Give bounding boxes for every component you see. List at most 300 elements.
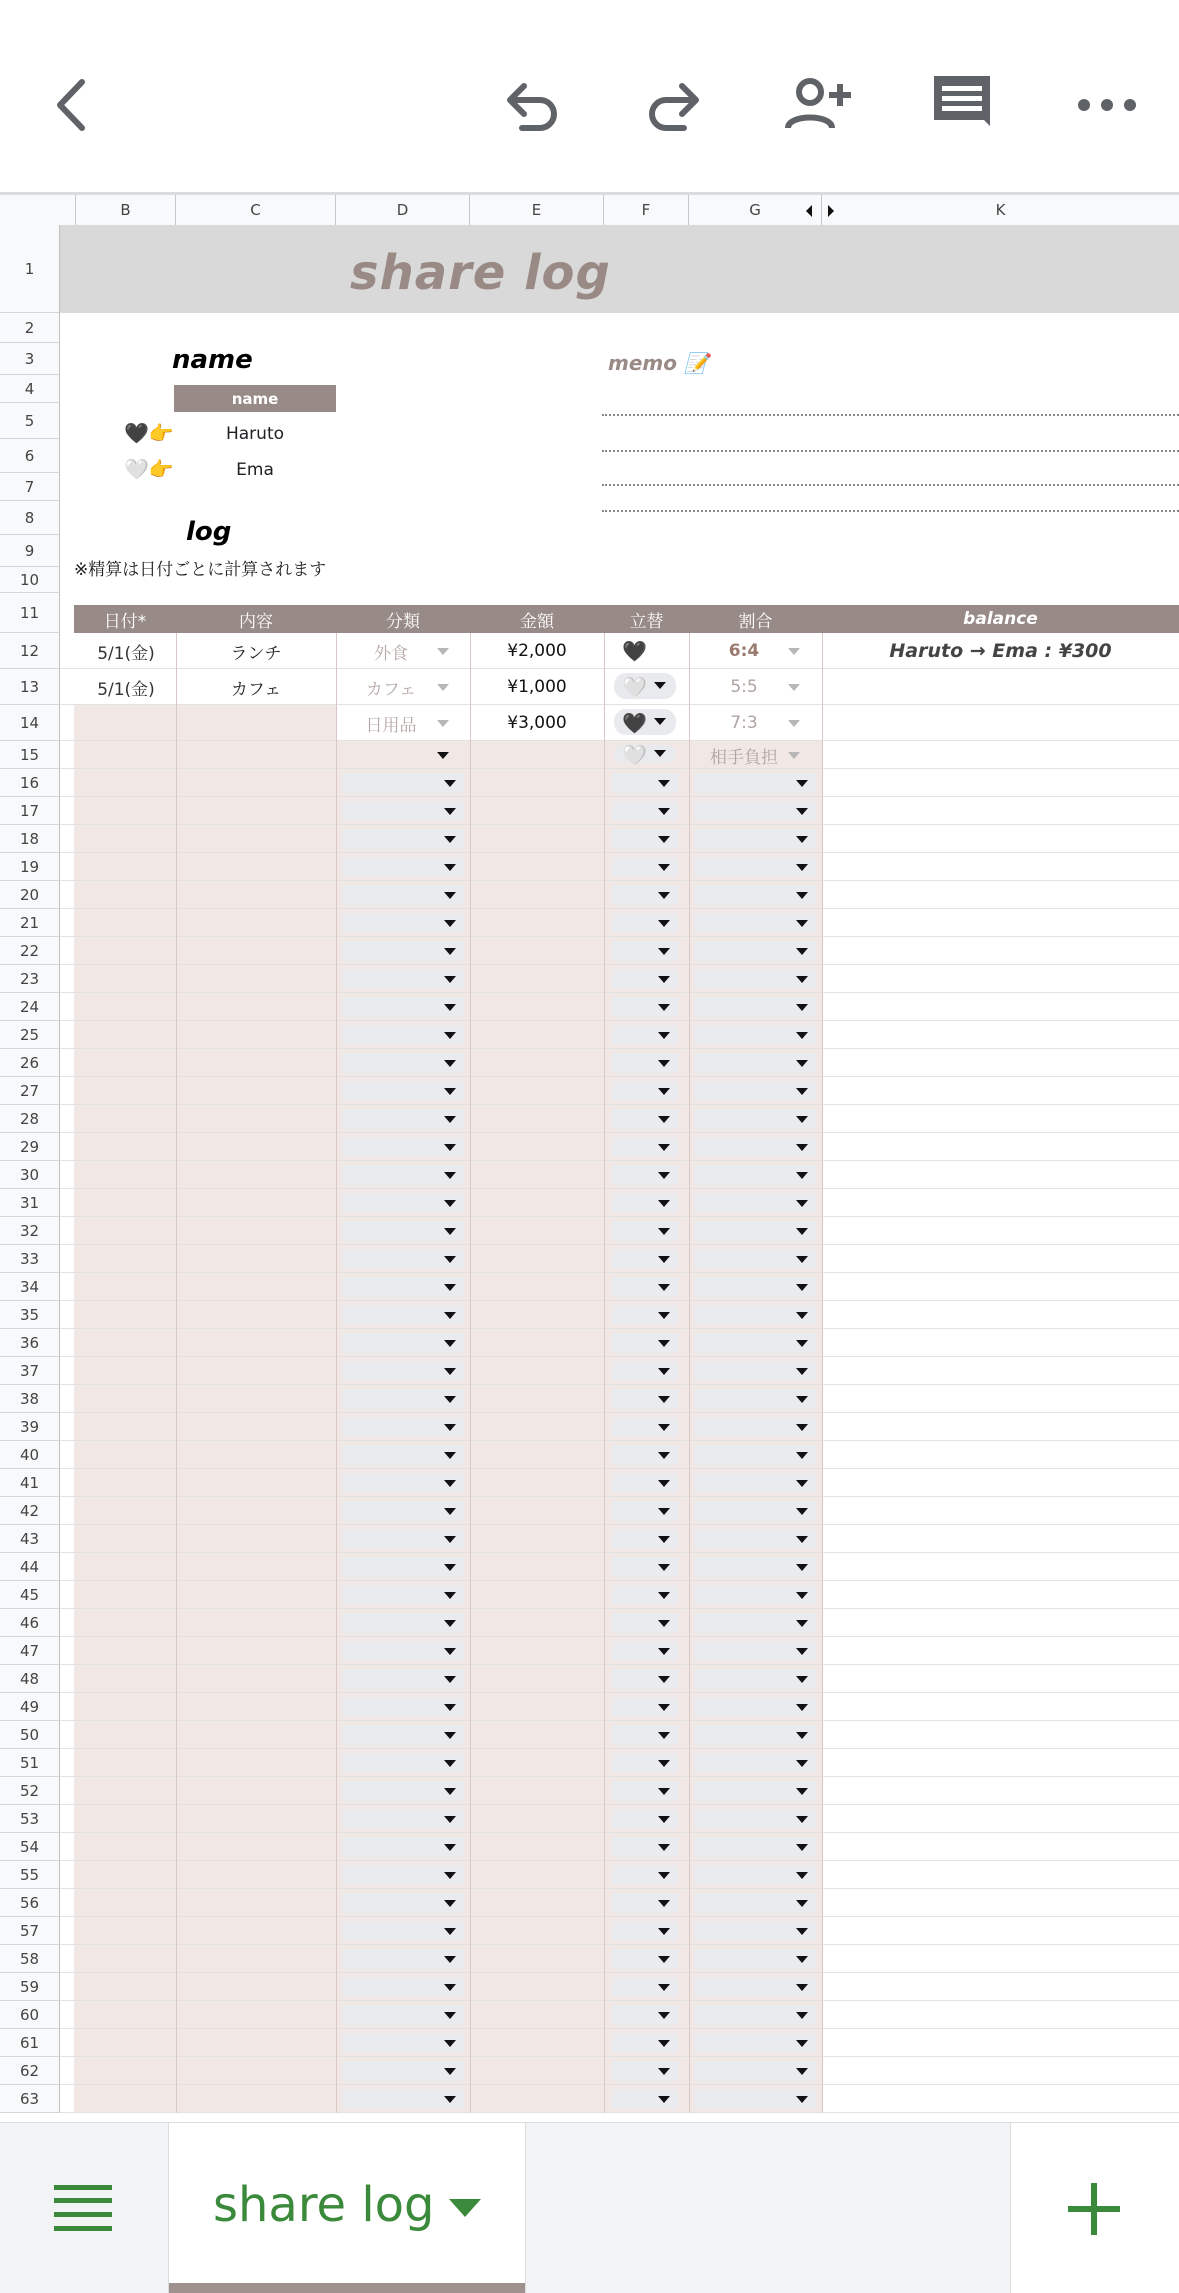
category-cell[interactable]: 日用品 xyxy=(365,715,417,736)
empty-cell[interactable] xyxy=(74,1861,336,1889)
date-cell[interactable] xyxy=(76,741,176,769)
dropdown-arrow-icon[interactable] xyxy=(658,1592,670,1599)
dropdown-arrow-icon[interactable] xyxy=(444,1396,456,1403)
empty-cell[interactable] xyxy=(74,1721,336,1749)
column-header-e[interactable]: E xyxy=(470,195,604,225)
empty-cell[interactable] xyxy=(74,1693,336,1721)
category-dropdown-arrow-icon[interactable] xyxy=(437,720,449,727)
row-header[interactable]: 62 xyxy=(0,2057,60,2085)
dropdown-arrow-icon[interactable] xyxy=(796,1256,808,1263)
row-header[interactable]: 23 xyxy=(0,965,60,993)
dropdown-arrow-icon[interactable] xyxy=(658,920,670,927)
empty-cell[interactable] xyxy=(74,1161,336,1189)
dropdown-arrow-icon[interactable] xyxy=(444,1144,456,1151)
empty-cell[interactable] xyxy=(74,1385,336,1413)
empty-cell[interactable] xyxy=(74,1077,336,1105)
dropdown-arrow-icon[interactable] xyxy=(796,1116,808,1123)
payer-dropdown-arrow-icon[interactable] xyxy=(654,718,666,725)
ratio-dropdown-arrow-icon[interactable] xyxy=(788,720,800,727)
dropdown-arrow-icon[interactable] xyxy=(444,2040,456,2047)
dropdown-arrow-icon[interactable] xyxy=(796,1564,808,1571)
dropdown-arrow-icon[interactable] xyxy=(796,1396,808,1403)
row-header[interactable]: 13 xyxy=(0,669,60,705)
dropdown-arrow-icon[interactable] xyxy=(658,2012,670,2019)
column-header-c[interactable]: C xyxy=(176,195,336,225)
dropdown-arrow-icon[interactable] xyxy=(444,1620,456,1627)
dropdown-arrow-icon[interactable] xyxy=(796,1984,808,1991)
dropdown-arrow-icon[interactable] xyxy=(796,1368,808,1375)
undo-button[interactable] xyxy=(496,70,566,140)
row-header[interactable]: 37 xyxy=(0,1357,60,1385)
row-header[interactable]: 59 xyxy=(0,1973,60,2001)
row-header[interactable]: 51 xyxy=(0,1749,60,1777)
empty-cell[interactable] xyxy=(74,1525,336,1553)
share-button[interactable] xyxy=(782,70,852,140)
dropdown-arrow-icon[interactable] xyxy=(658,2068,670,2075)
dropdown-arrow-icon[interactable] xyxy=(796,1200,808,1207)
amount-cell[interactable]: ¥1,000 xyxy=(507,677,567,697)
spreadsheet-grid[interactable] xyxy=(0,192,1179,2125)
dropdown-arrow-icon[interactable] xyxy=(658,1396,670,1403)
hidden-columns-right-arrow-icon[interactable] xyxy=(828,205,834,217)
row-header[interactable]: 33 xyxy=(0,1245,60,1273)
row-header[interactable]: 45 xyxy=(0,1581,60,1609)
back-button[interactable] xyxy=(38,70,108,140)
dropdown-arrow-icon[interactable] xyxy=(796,1312,808,1319)
dropdown-arrow-icon[interactable] xyxy=(444,1732,456,1739)
empty-cell[interactable] xyxy=(74,1441,336,1469)
row-header[interactable]: 8 xyxy=(0,501,60,535)
comment-button[interactable] xyxy=(928,70,998,140)
row-header[interactable]: 22 xyxy=(0,937,60,965)
dropdown-arrow-icon[interactable] xyxy=(796,1060,808,1067)
row-header[interactable]: 38 xyxy=(0,1385,60,1413)
empty-cell[interactable] xyxy=(74,1329,336,1357)
empty-cell[interactable] xyxy=(74,965,336,993)
row-header[interactable]: 42 xyxy=(0,1497,60,1525)
dropdown-arrow-icon[interactable] xyxy=(658,1424,670,1431)
empty-cell[interactable] xyxy=(74,1945,336,1973)
column-header-g[interactable]: G xyxy=(689,195,822,225)
dropdown-arrow-icon[interactable] xyxy=(658,1312,670,1319)
dropdown-arrow-icon[interactable] xyxy=(444,1648,456,1655)
empty-cell[interactable] xyxy=(74,1469,336,1497)
dropdown-arrow-icon[interactable] xyxy=(796,1760,808,1767)
column-header-f[interactable]: F xyxy=(604,195,689,225)
row-header[interactable]: 63 xyxy=(0,2085,60,2113)
row-header[interactable]: 14 xyxy=(0,705,60,741)
dropdown-arrow-icon[interactable] xyxy=(796,1648,808,1655)
empty-cell[interactable] xyxy=(74,1637,336,1665)
dropdown-arrow-icon[interactable] xyxy=(796,1172,808,1179)
dropdown-arrow-icon[interactable] xyxy=(658,1340,670,1347)
category-dropdown-arrow-icon[interactable] xyxy=(437,648,449,655)
empty-cell[interactable] xyxy=(74,797,336,825)
dropdown-arrow-icon[interactable] xyxy=(796,1620,808,1627)
dropdown-arrow-icon[interactable] xyxy=(796,1480,808,1487)
row-header[interactable]: 15 xyxy=(0,741,60,769)
payer-dropdown-arrow-icon[interactable] xyxy=(654,682,666,689)
column-header-d[interactable]: D xyxy=(336,195,470,225)
row-header[interactable]: 58 xyxy=(0,1945,60,1973)
add-sheet-button[interactable] xyxy=(1068,2183,1120,2235)
dropdown-arrow-icon[interactable] xyxy=(444,1704,456,1711)
dropdown-arrow-icon[interactable] xyxy=(796,780,808,787)
row-header[interactable]: 47 xyxy=(0,1637,60,1665)
row-header[interactable]: 18 xyxy=(0,825,60,853)
dropdown-arrow-icon[interactable] xyxy=(444,1312,456,1319)
dropdown-arrow-icon[interactable] xyxy=(658,1200,670,1207)
row-header[interactable]: 10 xyxy=(0,567,60,593)
empty-cell[interactable] xyxy=(74,1889,336,1917)
dropdown-arrow-icon[interactable] xyxy=(658,780,670,787)
empty-cell[interactable] xyxy=(74,2057,336,2085)
row-header[interactable]: 39 xyxy=(0,1413,60,1441)
tab-dropdown-icon[interactable] xyxy=(449,2199,481,2219)
category-cell[interactable] xyxy=(336,741,446,769)
dropdown-arrow-icon[interactable] xyxy=(658,1256,670,1263)
empty-cell[interactable] xyxy=(74,1273,336,1301)
row-header[interactable]: 32 xyxy=(0,1217,60,1245)
dropdown-arrow-icon[interactable] xyxy=(444,836,456,843)
category-cell[interactable]: カフェ xyxy=(365,679,417,700)
empty-cell[interactable] xyxy=(74,1301,336,1329)
dropdown-arrow-icon[interactable] xyxy=(658,1284,670,1291)
dropdown-arrow-icon[interactable] xyxy=(658,1032,670,1039)
ratio-dropdown-arrow-icon[interactable] xyxy=(788,648,800,655)
row-header[interactable]: 28 xyxy=(0,1105,60,1133)
dropdown-arrow-icon[interactable] xyxy=(796,2068,808,2075)
empty-cell[interactable] xyxy=(74,1917,336,1945)
dropdown-arrow-icon[interactable] xyxy=(658,864,670,871)
dropdown-arrow-icon[interactable] xyxy=(444,1564,456,1571)
black-heart-icon[interactable]: 🖤 xyxy=(622,639,647,663)
row-header[interactable]: 25 xyxy=(0,1021,60,1049)
person-name-1[interactable]: Haruto xyxy=(225,424,285,444)
category-cell[interactable]: 外食 xyxy=(374,643,408,664)
dropdown-arrow-icon[interactable] xyxy=(444,1900,456,1907)
dropdown-arrow-icon[interactable] xyxy=(658,1984,670,1991)
empty-cell[interactable] xyxy=(74,1245,336,1273)
empty-cell[interactable] xyxy=(74,1833,336,1861)
empty-cell[interactable] xyxy=(74,937,336,965)
dropdown-arrow-icon[interactable] xyxy=(444,1508,456,1515)
row-header[interactable]: 4 xyxy=(0,375,60,403)
dropdown-arrow-icon[interactable] xyxy=(444,1256,456,1263)
row-header[interactable]: 35 xyxy=(0,1301,60,1329)
row-header[interactable]: 17 xyxy=(0,797,60,825)
empty-cell[interactable] xyxy=(74,1105,336,1133)
dropdown-arrow-icon[interactable] xyxy=(444,1676,456,1683)
row-header[interactable]: 27 xyxy=(0,1077,60,1105)
empty-cell[interactable] xyxy=(74,2029,336,2057)
dropdown-arrow-icon[interactable] xyxy=(796,1508,808,1515)
dropdown-arrow-icon[interactable] xyxy=(444,1088,456,1095)
dropdown-arrow-icon[interactable] xyxy=(444,920,456,927)
ratio-dropdown-arrow-icon[interactable] xyxy=(788,752,800,759)
dropdown-arrow-icon[interactable] xyxy=(658,1872,670,1879)
content-cell[interactable] xyxy=(176,705,336,741)
corner-cell[interactable] xyxy=(0,195,76,225)
balance-result[interactable]: Haruto → Ema : ¥300 xyxy=(889,640,1112,662)
row-header[interactable]: 19 xyxy=(0,853,60,881)
empty-cell[interactable] xyxy=(74,769,336,797)
column-header-b[interactable]: B xyxy=(76,195,176,225)
row-header[interactable]: 48 xyxy=(0,1665,60,1693)
dropdown-arrow-icon[interactable] xyxy=(658,976,670,983)
dropdown-arrow-icon[interactable] xyxy=(658,836,670,843)
row-header[interactable]: 44 xyxy=(0,1553,60,1581)
dropdown-arrow-icon[interactable] xyxy=(444,1004,456,1011)
amount-cell[interactable]: ¥2,000 xyxy=(507,641,567,661)
dropdown-arrow-icon[interactable] xyxy=(658,1564,670,1571)
empty-cell[interactable] xyxy=(74,993,336,1021)
row-header[interactable]: 1 xyxy=(0,225,60,313)
dropdown-arrow-icon[interactable] xyxy=(796,2012,808,2019)
dropdown-arrow-icon[interactable] xyxy=(658,1900,670,1907)
dropdown-arrow-icon[interactable] xyxy=(444,976,456,983)
dropdown-arrow-icon[interactable] xyxy=(796,1676,808,1683)
amount-cell[interactable] xyxy=(470,741,604,769)
row-header[interactable]: 40 xyxy=(0,1441,60,1469)
empty-cell[interactable] xyxy=(74,1553,336,1581)
row-header[interactable]: 16 xyxy=(0,769,60,797)
row-header[interactable]: 50 xyxy=(0,1721,60,1749)
row-header[interactable]: 53 xyxy=(0,1805,60,1833)
dropdown-arrow-icon[interactable] xyxy=(658,1116,670,1123)
row-header[interactable]: 56 xyxy=(0,1889,60,1917)
dropdown-arrow-icon[interactable] xyxy=(796,1788,808,1795)
dropdown-arrow-icon[interactable] xyxy=(658,892,670,899)
empty-cell[interactable] xyxy=(74,909,336,937)
dropdown-arrow-icon[interactable] xyxy=(444,1480,456,1487)
dropdown-arrow-icon[interactable] xyxy=(658,1508,670,1515)
dropdown-arrow-icon[interactable] xyxy=(796,1144,808,1151)
row-header[interactable]: 61 xyxy=(0,2029,60,2057)
dropdown-arrow-icon[interactable] xyxy=(796,1004,808,1011)
dropdown-arrow-icon[interactable] xyxy=(796,836,808,843)
row-header[interactable]: 2 xyxy=(0,313,60,343)
empty-cell[interactable] xyxy=(74,1581,336,1609)
dropdown-arrow-icon[interactable] xyxy=(444,2096,456,2103)
row-header[interactable]: 55 xyxy=(0,1861,60,1889)
dropdown-arrow-icon[interactable] xyxy=(444,1368,456,1375)
dropdown-arrow-icon[interactable] xyxy=(444,1228,456,1235)
hidden-columns-left-arrow-icon[interactable] xyxy=(806,205,812,217)
dropdown-arrow-icon[interactable] xyxy=(658,1816,670,1823)
dropdown-arrow-icon[interactable] xyxy=(796,1424,808,1431)
dropdown-arrow-icon[interactable] xyxy=(444,1760,456,1767)
dropdown-arrow-icon[interactable] xyxy=(796,1704,808,1711)
dropdown-arrow-icon[interactable] xyxy=(796,1228,808,1235)
person-name-2[interactable]: Ema xyxy=(236,460,274,480)
row-header[interactable]: 49 xyxy=(0,1693,60,1721)
dropdown-arrow-icon[interactable] xyxy=(444,1200,456,1207)
date-cell[interactable]: 5/1(金) xyxy=(97,679,155,700)
empty-cell[interactable] xyxy=(74,1777,336,1805)
ratio-cell[interactable]: 相手負担 xyxy=(710,747,778,768)
row-header[interactable]: 24 xyxy=(0,993,60,1021)
empty-cell[interactable] xyxy=(74,1973,336,2001)
empty-cell[interactable] xyxy=(74,853,336,881)
dropdown-arrow-icon[interactable] xyxy=(444,1060,456,1067)
row-header[interactable]: 26 xyxy=(0,1049,60,1077)
row-header[interactable]: 7 xyxy=(0,473,60,501)
dropdown-arrow-icon[interactable] xyxy=(444,1116,456,1123)
dropdown-arrow-icon[interactable] xyxy=(658,1676,670,1683)
dropdown-arrow-icon[interactable] xyxy=(796,1844,808,1851)
empty-cell[interactable] xyxy=(74,1413,336,1441)
dropdown-arrow-icon[interactable] xyxy=(444,2068,456,2075)
empty-cell[interactable] xyxy=(74,1805,336,1833)
category-dropdown-arrow-icon[interactable] xyxy=(437,752,449,759)
dropdown-arrow-icon[interactable] xyxy=(796,1088,808,1095)
empty-cell[interactable] xyxy=(74,2001,336,2029)
ratio-cell[interactable]: 7:3 xyxy=(730,713,758,733)
dropdown-arrow-icon[interactable] xyxy=(658,1704,670,1711)
dropdown-arrow-icon[interactable] xyxy=(658,808,670,815)
row-header[interactable]: 3 xyxy=(0,343,60,375)
dropdown-arrow-icon[interactable] xyxy=(444,1284,456,1291)
dropdown-arrow-icon[interactable] xyxy=(796,948,808,955)
dropdown-arrow-icon[interactable] xyxy=(658,1060,670,1067)
empty-cell[interactable] xyxy=(74,1749,336,1777)
row-header[interactable]: 30 xyxy=(0,1161,60,1189)
empty-cell[interactable] xyxy=(74,1189,336,1217)
empty-cell[interactable] xyxy=(74,1133,336,1161)
dropdown-arrow-icon[interactable] xyxy=(796,2096,808,2103)
dropdown-arrow-icon[interactable] xyxy=(444,808,456,815)
dropdown-arrow-icon[interactable] xyxy=(444,1788,456,1795)
empty-cell[interactable] xyxy=(74,881,336,909)
row-header[interactable]: 5 xyxy=(0,403,60,439)
row-header[interactable]: 29 xyxy=(0,1133,60,1161)
empty-cell[interactable] xyxy=(74,1497,336,1525)
row-header[interactable]: 54 xyxy=(0,1833,60,1861)
row-header[interactable]: 21 xyxy=(0,909,60,937)
row-header[interactable]: 43 xyxy=(0,1525,60,1553)
dropdown-arrow-icon[interactable] xyxy=(658,1760,670,1767)
ratio-dropdown-arrow-icon[interactable] xyxy=(788,684,800,691)
dropdown-arrow-icon[interactable] xyxy=(444,1872,456,1879)
sheets-menu-button[interactable] xyxy=(54,2185,112,2231)
dropdown-arrow-icon[interactable] xyxy=(658,1172,670,1179)
dropdown-arrow-icon[interactable] xyxy=(444,1984,456,1991)
dropdown-arrow-icon[interactable] xyxy=(796,1284,808,1291)
dropdown-arrow-icon[interactable] xyxy=(796,1732,808,1739)
dropdown-arrow-icon[interactable] xyxy=(658,948,670,955)
dropdown-arrow-icon[interactable] xyxy=(796,1032,808,1039)
dropdown-arrow-icon[interactable] xyxy=(444,864,456,871)
dropdown-arrow-icon[interactable] xyxy=(658,1648,670,1655)
dropdown-arrow-icon[interactable] xyxy=(796,1956,808,1963)
dropdown-arrow-icon[interactable] xyxy=(796,2040,808,2047)
amount-cell[interactable]: ¥3,000 xyxy=(507,713,567,733)
row-header[interactable]: 6 xyxy=(0,439,60,473)
dropdown-arrow-icon[interactable] xyxy=(658,1732,670,1739)
dropdown-arrow-icon[interactable] xyxy=(444,1452,456,1459)
dropdown-arrow-icon[interactable] xyxy=(658,1928,670,1935)
dropdown-arrow-icon[interactable] xyxy=(444,2012,456,2019)
dropdown-arrow-icon[interactable] xyxy=(796,1592,808,1599)
redo-button[interactable] xyxy=(640,70,710,140)
dropdown-arrow-icon[interactable] xyxy=(796,976,808,983)
row-header[interactable]: 34 xyxy=(0,1273,60,1301)
dropdown-arrow-icon[interactable] xyxy=(444,1424,456,1431)
dropdown-arrow-icon[interactable] xyxy=(796,892,808,899)
content-cell[interactable]: ランチ xyxy=(230,643,282,664)
dropdown-arrow-icon[interactable] xyxy=(796,808,808,815)
dropdown-arrow-icon[interactable] xyxy=(658,1368,670,1375)
empty-cell[interactable] xyxy=(74,1021,336,1049)
row-header[interactable]: 46 xyxy=(0,1609,60,1637)
sheet-tab-share-log[interactable] xyxy=(168,2123,526,2293)
dropdown-arrow-icon[interactable] xyxy=(796,920,808,927)
dropdown-arrow-icon[interactable] xyxy=(444,1592,456,1599)
empty-cell[interactable] xyxy=(74,825,336,853)
dropdown-arrow-icon[interactable] xyxy=(658,1536,670,1543)
content-cell[interactable]: カフェ xyxy=(230,679,282,700)
dropdown-arrow-icon[interactable] xyxy=(444,780,456,787)
row-header[interactable]: 31 xyxy=(0,1189,60,1217)
dropdown-arrow-icon[interactable] xyxy=(796,1872,808,1879)
row-header[interactable]: 11 xyxy=(0,593,60,633)
dropdown-arrow-icon[interactable] xyxy=(444,1536,456,1543)
more-button[interactable] xyxy=(1072,70,1142,140)
content-cell[interactable] xyxy=(176,741,336,769)
empty-cell[interactable] xyxy=(74,2085,336,2113)
dropdown-arrow-icon[interactable] xyxy=(796,864,808,871)
ratio-cell[interactable]: 5:5 xyxy=(730,677,758,697)
dropdown-arrow-icon[interactable] xyxy=(658,1088,670,1095)
dropdown-arrow-icon[interactable] xyxy=(444,1928,456,1935)
dropdown-arrow-icon[interactable] xyxy=(658,1956,670,1963)
dropdown-arrow-icon[interactable] xyxy=(444,892,456,899)
dropdown-arrow-icon[interactable] xyxy=(658,1452,670,1459)
empty-cell[interactable] xyxy=(74,1217,336,1245)
empty-cell[interactable] xyxy=(74,1665,336,1693)
dropdown-arrow-icon[interactable] xyxy=(796,1900,808,1907)
dropdown-arrow-icon[interactable] xyxy=(796,1340,808,1347)
dropdown-arrow-icon[interactable] xyxy=(658,1144,670,1151)
dropdown-arrow-icon[interactable] xyxy=(444,1844,456,1851)
column-header-k[interactable]: K xyxy=(995,201,1006,219)
empty-cell[interactable] xyxy=(74,1049,336,1077)
row-header[interactable]: 57 xyxy=(0,1917,60,1945)
dropdown-arrow-icon[interactable] xyxy=(658,1788,670,1795)
ratio-cell[interactable]: 6:4 xyxy=(728,641,760,661)
row-header[interactable]: 60 xyxy=(0,2001,60,2029)
row-header[interactable]: 36 xyxy=(0,1329,60,1357)
dropdown-arrow-icon[interactable] xyxy=(796,1452,808,1459)
dropdown-arrow-icon[interactable] xyxy=(796,1928,808,1935)
category-dropdown-arrow-icon[interactable] xyxy=(437,684,449,691)
dropdown-arrow-icon[interactable] xyxy=(444,1816,456,1823)
payer-dropdown-arrow-icon[interactable] xyxy=(654,750,666,757)
dropdown-arrow-icon[interactable] xyxy=(444,1032,456,1039)
dropdown-arrow-icon[interactable] xyxy=(658,2040,670,2047)
dropdown-arrow-icon[interactable] xyxy=(444,1172,456,1179)
dropdown-arrow-icon[interactable] xyxy=(658,1228,670,1235)
dropdown-arrow-icon[interactable] xyxy=(796,1536,808,1543)
row-header[interactable]: 12 xyxy=(0,633,60,669)
dropdown-arrow-icon[interactable] xyxy=(796,1816,808,1823)
dropdown-arrow-icon[interactable] xyxy=(444,1340,456,1347)
date-cell[interactable] xyxy=(76,705,176,741)
dropdown-arrow-icon[interactable] xyxy=(658,1620,670,1627)
row-header[interactable]: 41 xyxy=(0,1469,60,1497)
date-cell[interactable]: 5/1(金) xyxy=(97,643,155,664)
